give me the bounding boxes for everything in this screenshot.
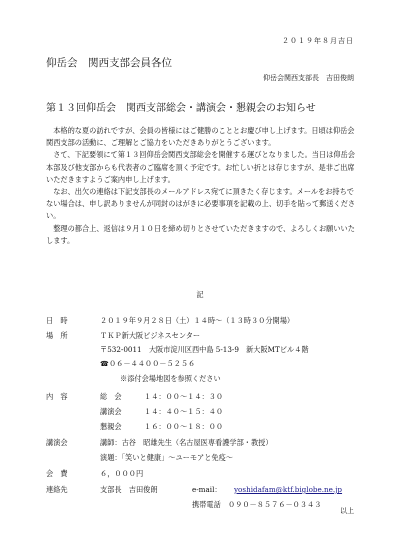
letter-body bbox=[46, 125, 361, 247]
fee-value: ６，０００円 bbox=[100, 469, 144, 478]
content-item-time: １４：００～１４：３０ bbox=[144, 392, 224, 401]
content-item-name: 総 会 bbox=[100, 392, 122, 401]
closing: 以上 bbox=[340, 507, 354, 515]
body-paragraph: 整理の都合上、返信は９月１０日を締め切りとさせていただきますので、よろしくお願いいたします。 bbox=[46, 223, 355, 245]
body-paragraph: さて、下記要領にて第１３回仰岳会関西支部総会を開催する運びとなりました。当日は仰岳会本部及び他支部からも代表者のご臨席を頂く予定です。お忙しい折とは存じますが、是非ご出席いただきますようご案内申し上げます。 bbox=[46, 150, 355, 184]
lecture-speaker: 講師：古谷 昭雄先生（名古屋医専看護学部・教授） bbox=[100, 438, 273, 447]
place-note: ※添付会場地図を参照ください bbox=[120, 374, 221, 383]
place-address: 〒532-0011 大阪市淀川区西中島 5-13-9 新大阪MTビル４階 bbox=[100, 345, 309, 354]
sender: 仰岳会関西支部長 吉田俊朗 bbox=[263, 74, 354, 82]
notice-title: 第１３回仰岳会 関西支部総会・講演会・懇親会のお知らせ bbox=[46, 103, 316, 114]
content-item-name: 講演会 bbox=[100, 407, 122, 416]
body-paragraph: なお、出欠の連絡は下記支部長のメールアドレス宛てに頂きたく存じます。メールをお持ちでない場合は、申し訳ありませんが同封のはがきに必要事項を記載の上、切手を貼って郵送ください。 bbox=[46, 187, 356, 221]
content-item-time: １６：００～１８：００ bbox=[144, 422, 224, 431]
contact-person: 支部長 吉田俊朗 bbox=[100, 485, 158, 494]
mobile-phone: 携帯電話 ０９０－８５７６－０３４３ bbox=[192, 500, 322, 509]
contact-label: 連絡先 bbox=[46, 485, 68, 494]
email-label: e‐mail： bbox=[192, 485, 222, 494]
place-phone: ☎０６－４４００－５２５６ bbox=[100, 359, 196, 368]
letter-date: ２０１９年８月吉日 bbox=[282, 37, 354, 45]
addressee: 仰岳会 関西支部会員各位 bbox=[46, 57, 172, 69]
datetime-label: 日 時 bbox=[46, 316, 68, 325]
datetime-value: ２０１９年９月２８日（土）１４時～（１３時３０分開場） bbox=[100, 316, 295, 325]
place-label: 場 所 bbox=[46, 331, 68, 340]
fee-label: 会 費 bbox=[46, 469, 68, 478]
ki-heading: 記 bbox=[196, 290, 204, 299]
content-item-time: １４：４０～１５：４０ bbox=[144, 407, 224, 416]
content-item-name: 懇親会 bbox=[100, 422, 122, 431]
place-name: ＴＫＰ新大阪ビジネスセンター bbox=[100, 331, 201, 340]
lecture-topic: 演題：「笑いと健康」～ユーモアと免疫～ bbox=[100, 453, 233, 462]
content-label: 内 容 bbox=[46, 392, 68, 401]
body-paragraph: 本格的な夏の訪れですが、会員の皆様にはご健勝のこととお慶び申し上げます。日頃は仰岳会関西支部の活動に、ご理解とご協力をいただきありがとうございます。 bbox=[46, 126, 355, 148]
email-link[interactable]: yoshidafam@ktf.biglobe.ne.jp bbox=[234, 485, 343, 494]
lecture-label: 講演会 bbox=[46, 438, 68, 447]
